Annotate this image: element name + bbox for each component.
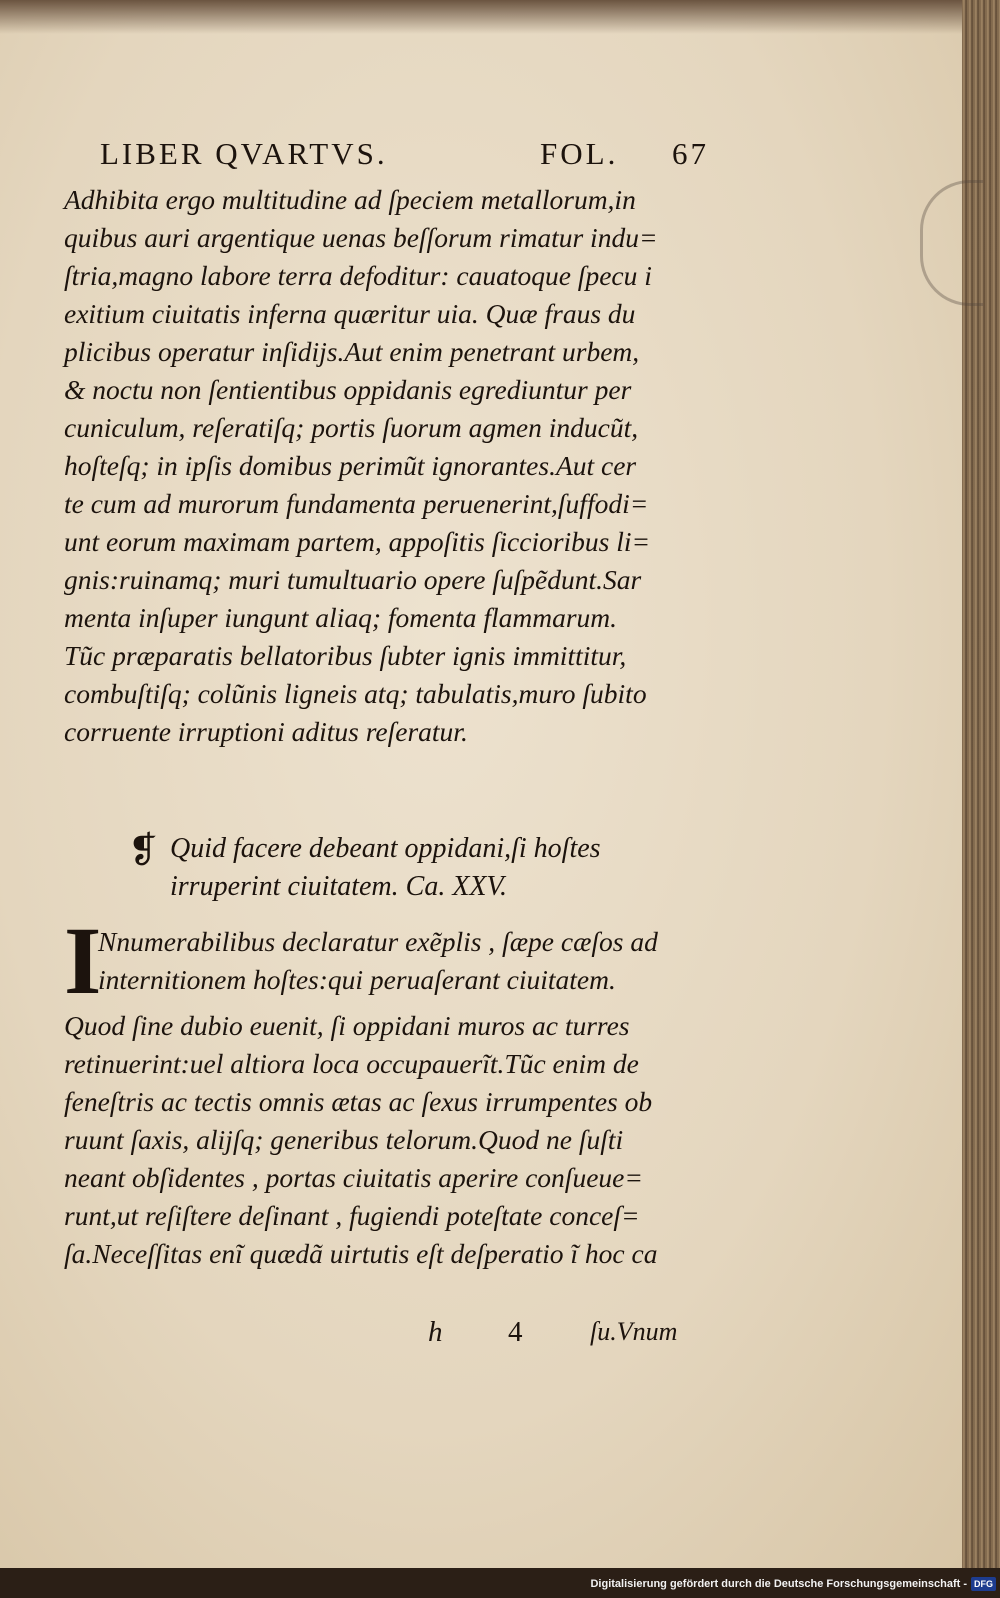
text-line: Adhibita ergo multitudine ad ſpeciem metallorum,in xyxy=(64,184,636,215)
text-line: plicibus operatur inſidijs.Aut enim penetrant urbem, xyxy=(64,336,640,367)
running-head-fol: FOL. xyxy=(540,136,619,171)
text-line: gnis:ruinamq; muri tumultuario opere ſuſpẽdunt.Sar xyxy=(64,564,642,595)
text-line: ſtria,magno labore terra defoditur: cauatoque ſpecu i xyxy=(64,260,652,291)
text-line: Tũc præparatis bellatoribus ſubter ignis immittitur, xyxy=(64,640,627,671)
text-line: retinuerint:uel altiora loca occupauerĩt.Tũc enim de xyxy=(64,1048,639,1079)
text-line: combuſtiſq; colũnis ligneis atq; tabulatis,muro ſubito xyxy=(64,678,647,709)
signature-number: 4 xyxy=(508,1316,523,1348)
catchword: ſu.Vnum xyxy=(590,1317,678,1346)
text-line: te cum ad murorum fundamenta peruenerint,ſuffodi= xyxy=(64,488,649,519)
running-head xyxy=(100,136,740,176)
drop-cap: I xyxy=(64,907,102,1014)
text-line: quibus auri argentique uenas beſſorum rimatur indu= xyxy=(64,222,658,253)
text-line: internitionem hoſtes:qui peruaſerant ciuitatem. xyxy=(98,964,616,995)
page-number: 67 xyxy=(672,136,709,171)
text-line: runt,ut reſiſtere deſinant , fugiendi poteſtate conceſ= xyxy=(64,1200,640,1231)
text-line: neant obſidentes , portas ciuitatis aperire conſueue= xyxy=(64,1162,643,1193)
dfg-logo-icon: DFG xyxy=(971,1577,996,1591)
paragraph-mark-icon: ❡ xyxy=(128,830,159,870)
signature-mark: h xyxy=(428,1316,443,1348)
text-line: cuniculum, reſeratiſq; portis ſuorum agmen inducũt, xyxy=(64,412,639,443)
text-line: ruunt ſaxis, alijſq; generibus telorum.Quod ne ſuſti xyxy=(64,1124,624,1155)
text-line: Nnumerabilibus declaratur exẽplis , ſæpe cæſos ad xyxy=(98,926,658,957)
text-line: menta inſuper iungunt aliaq; fomenta flammarum. xyxy=(64,602,618,633)
text-line: feneſtris ac tectis omnis ætas ac ſexus irrumpentes ob xyxy=(64,1086,653,1117)
text-line: hoſteſq; in ipſis domibus perimũt ignorantes.Aut cer xyxy=(64,450,637,481)
text-line: Quod ſine dubio euenit, ſi oppidani muros ac turres xyxy=(64,1010,630,1041)
digitization-credit xyxy=(590,1573,996,1595)
text-line: & noctu non ſentientibus oppidanis egrediuntur per xyxy=(64,374,632,405)
text-line: exitium ciuitatis inferna quæritur uia. Quæ fraus du xyxy=(64,298,636,329)
credit-text: Digitalisierung gefördert durch die Deutsche Forschungsgemeinschaft - xyxy=(590,1578,967,1590)
running-head-title: LIBER QVARTVS. xyxy=(100,136,388,171)
chapter-heading-line-1: Quid facere debeant oppidani,ſi hoſtes xyxy=(170,833,601,864)
text-line: unt eorum maximam partem, appoſitis ſiccioribus li= xyxy=(64,526,651,557)
chapter-heading-line-2: irruperint ciuitatem. Ca. XXV. xyxy=(170,871,508,902)
text-line: ſa.Neceſſitas enĩ quædã uirtutis eſt deſperatio ĩ hoc ca xyxy=(64,1238,658,1269)
text-line: corruente irruptioni aditus reſeratur. xyxy=(64,716,468,747)
